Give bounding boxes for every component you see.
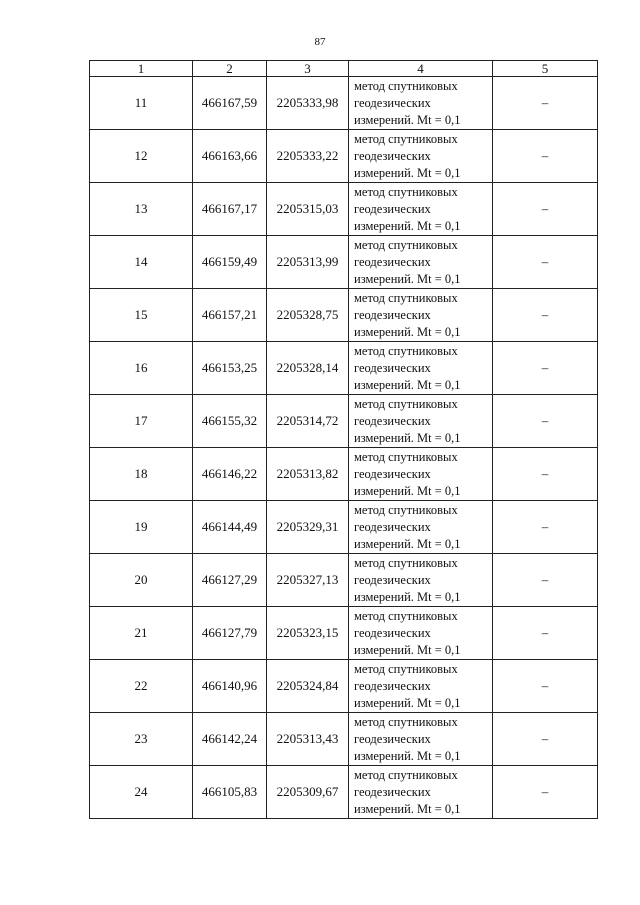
point-number-cell: 23	[90, 713, 193, 766]
x-coordinate-cell: 466127,79	[193, 607, 267, 660]
method-line: геодезических	[354, 254, 431, 269]
method-line: измерений. Mt = 0,1	[354, 536, 461, 551]
method-line: метод спутниковых	[354, 290, 458, 305]
point-number-cell: 15	[90, 289, 193, 342]
method-line: метод спутниковых	[354, 767, 458, 782]
point-number-cell: 20	[90, 554, 193, 607]
method-line: метод спутниковых	[354, 714, 458, 729]
point-number-cell: 21	[90, 607, 193, 660]
method-line: метод спутниковых	[354, 78, 458, 93]
table-row	[90, 501, 598, 554]
note-cell: –	[493, 501, 598, 554]
method-line: геодезических	[354, 95, 431, 110]
method-line: измерений. Mt = 0,1	[354, 589, 461, 604]
method-line: измерений. Mt = 0,1	[354, 112, 461, 127]
method-cell	[349, 183, 493, 236]
method-line: геодезических	[354, 731, 431, 746]
table-row	[90, 130, 598, 183]
method-line: измерений. Mt = 0,1	[354, 748, 461, 763]
y-coordinate-cell: 2205333,22	[267, 130, 349, 183]
header-row	[90, 61, 598, 77]
x-coordinate-cell: 466142,24	[193, 713, 267, 766]
point-number-cell: 12	[90, 130, 193, 183]
table-row	[90, 342, 598, 395]
x-coordinate-cell: 466157,21	[193, 289, 267, 342]
method-cell	[349, 395, 493, 448]
table-row	[90, 713, 598, 766]
table-row	[90, 183, 598, 236]
x-coordinate-cell: 466144,49	[193, 501, 267, 554]
note-cell: –	[493, 395, 598, 448]
table-body	[90, 77, 598, 819]
x-coordinate-cell: 466163,66	[193, 130, 267, 183]
column-header: 2	[193, 61, 267, 77]
point-number-cell: 13	[90, 183, 193, 236]
column-header: 1	[90, 61, 193, 77]
note-cell: –	[493, 766, 598, 819]
method-line: геодезических	[354, 519, 431, 534]
x-coordinate-cell: 466153,25	[193, 342, 267, 395]
note-cell: –	[493, 448, 598, 501]
method-line: метод спутниковых	[354, 449, 458, 464]
method-cell	[349, 713, 493, 766]
method-line: метод спутниковых	[354, 237, 458, 252]
y-coordinate-cell: 2205309,67	[267, 766, 349, 819]
method-line: измерений. Mt = 0,1	[354, 218, 461, 233]
table-row	[90, 448, 598, 501]
method-line: измерений. Mt = 0,1	[354, 483, 461, 498]
method-line: измерений. Mt = 0,1	[354, 801, 461, 816]
method-cell	[349, 554, 493, 607]
point-number-cell: 11	[90, 77, 193, 130]
table-row	[90, 77, 598, 130]
method-line: метод спутниковых	[354, 184, 458, 199]
x-coordinate-cell: 466105,83	[193, 766, 267, 819]
method-line: измерений. Mt = 0,1	[354, 377, 461, 392]
point-number-cell: 22	[90, 660, 193, 713]
note-cell: –	[493, 607, 598, 660]
method-line: геодезических	[354, 360, 431, 375]
method-line: метод спутниковых	[354, 555, 458, 570]
method-line: геодезических	[354, 466, 431, 481]
table-row	[90, 289, 598, 342]
point-number-cell: 16	[90, 342, 193, 395]
note-cell: –	[493, 660, 598, 713]
method-line: геодезических	[354, 148, 431, 163]
method-line: измерений. Mt = 0,1	[354, 642, 461, 657]
y-coordinate-cell: 2205315,03	[267, 183, 349, 236]
y-coordinate-cell: 2205313,82	[267, 448, 349, 501]
column-header: 3	[267, 61, 349, 77]
note-cell: –	[493, 183, 598, 236]
x-coordinate-cell: 466159,49	[193, 236, 267, 289]
method-line: измерений. Mt = 0,1	[354, 271, 461, 286]
table-row	[90, 554, 598, 607]
note-cell: –	[493, 342, 598, 395]
point-number-cell: 18	[90, 448, 193, 501]
method-line: измерений. Mt = 0,1	[354, 430, 461, 445]
note-cell: –	[493, 130, 598, 183]
note-cell: –	[493, 236, 598, 289]
table-row	[90, 766, 598, 819]
x-coordinate-cell: 466167,17	[193, 183, 267, 236]
method-cell	[349, 236, 493, 289]
method-line: измерений. Mt = 0,1	[354, 165, 461, 180]
method-line: метод спутниковых	[354, 131, 458, 146]
method-line: геодезических	[354, 201, 431, 216]
note-cell: –	[493, 77, 598, 130]
method-line: измерений. Mt = 0,1	[354, 324, 461, 339]
y-coordinate-cell: 2205328,14	[267, 342, 349, 395]
y-coordinate-cell: 2205327,13	[267, 554, 349, 607]
y-coordinate-cell: 2205314,72	[267, 395, 349, 448]
method-cell	[349, 501, 493, 554]
method-cell	[349, 607, 493, 660]
method-line: измерений. Mt = 0,1	[354, 695, 461, 710]
point-number-cell: 19	[90, 501, 193, 554]
y-coordinate-cell: 2205333,98	[267, 77, 349, 130]
method-cell	[349, 289, 493, 342]
note-cell: –	[493, 713, 598, 766]
y-coordinate-cell: 2205323,15	[267, 607, 349, 660]
point-number-cell: 17	[90, 395, 193, 448]
method-cell	[349, 766, 493, 819]
table-row	[90, 395, 598, 448]
method-line: геодезических	[354, 678, 431, 693]
y-coordinate-cell: 2205328,75	[267, 289, 349, 342]
y-coordinate-cell: 2205313,99	[267, 236, 349, 289]
page-number: 87	[314, 36, 326, 48]
method-cell	[349, 342, 493, 395]
point-number-cell: 14	[90, 236, 193, 289]
x-coordinate-cell: 466140,96	[193, 660, 267, 713]
coordinates-table	[89, 60, 598, 819]
table-row	[90, 660, 598, 713]
method-cell	[349, 130, 493, 183]
method-line: геодезических	[354, 784, 431, 799]
method-cell	[349, 448, 493, 501]
method-line: геодезических	[354, 413, 431, 428]
note-cell: –	[493, 289, 598, 342]
method-cell	[349, 77, 493, 130]
x-coordinate-cell: 466127,29	[193, 554, 267, 607]
method-line: метод спутниковых	[354, 502, 458, 517]
x-coordinate-cell: 466155,32	[193, 395, 267, 448]
point-number-cell: 24	[90, 766, 193, 819]
method-line: геодезических	[354, 572, 431, 587]
y-coordinate-cell: 2205313,43	[267, 713, 349, 766]
method-line: геодезических	[354, 625, 431, 640]
column-header: 5	[493, 61, 598, 77]
method-line: геодезических	[354, 307, 431, 322]
table-row	[90, 236, 598, 289]
method-line: метод спутниковых	[354, 343, 458, 358]
x-coordinate-cell: 466146,22	[193, 448, 267, 501]
y-coordinate-cell: 2205329,31	[267, 501, 349, 554]
method-line: метод спутниковых	[354, 608, 458, 623]
table-row	[90, 607, 598, 660]
note-cell: –	[493, 554, 598, 607]
x-coordinate-cell: 466167,59	[193, 77, 267, 130]
y-coordinate-cell: 2205324,84	[267, 660, 349, 713]
method-line: метод спутниковых	[354, 661, 458, 676]
method-cell	[349, 660, 493, 713]
method-line: метод спутниковых	[354, 396, 458, 411]
column-header: 4	[349, 61, 493, 77]
